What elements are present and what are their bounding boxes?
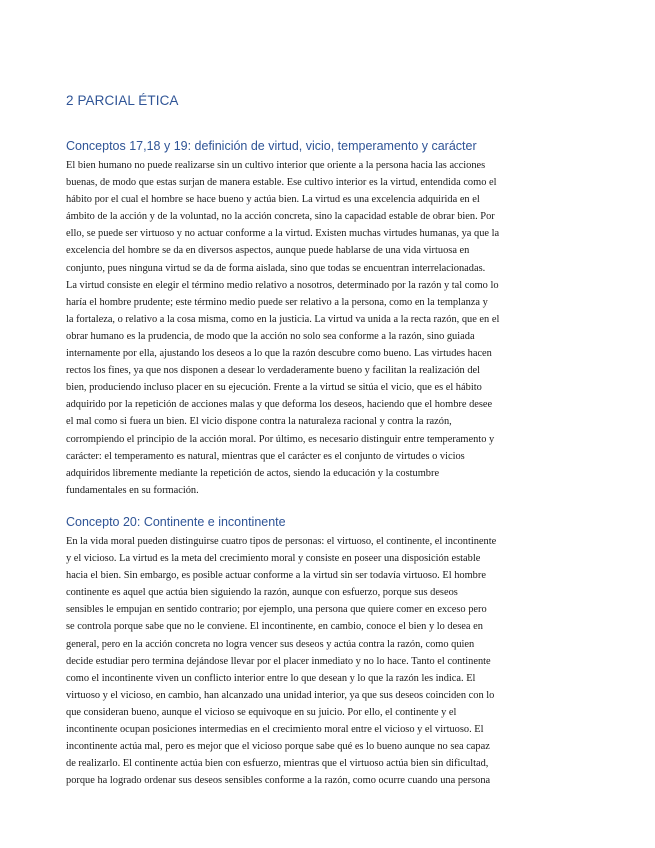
text-line: como el incontinente viven un conflicto interior entre lo que desean y lo que la razón les indica. El [66,672,476,684]
text-line: adquirido por la repetición de acciones malas y que deforma los deseos, haciendo que el hombre desee [66,399,493,411]
section-body [66,157,592,499]
text-line: El bien humano no puede realizarse sin un cultivo interior que oriente a la persona hacia las acciones [66,160,486,171]
section-heading: Concepto 20: Continente e incontinente [66,515,286,529]
text-line: La virtud consiste en elegir el término medio relativo a nosotros, determinado por la razón y tal como lo [66,279,499,291]
text-line: que consideran bueno, aunque el vicioso se equivoque en su juicio. Por ello, el continente y el [66,706,457,718]
text-line: ello, se puede ser virtuoso y no actuar conforme a la virtud. Existen muchas virtudes humanas, ya que la [66,228,500,240]
text-line: conjunto, pues ninguna virtud se da de forma aislada, sino que todas se encuentran interrelacionadas. [66,262,486,274]
text-line: virtuoso y el vicioso, en cambio, han alcanzado una unidad interior, ya que sus deseos coinciden con lo [66,689,495,701]
text-line: haría el hombre prudente; este término medio puede ser relativo a la persona, como en la templanza y [66,296,488,308]
text-line: excelencia del hombre se da en diversos aspectos, aunque puede hablarse de una vida virtuosa en [66,245,470,257]
text-line: hábito por el cual el hombre se hace bueno y actúa bien. La virtud es una excelencia adquirida en el [66,194,480,206]
text-line: rectos los fines, ya que nos disponen a desear lo verdaderamente bueno y facilitan la realización del [66,365,481,377]
text-line: carácter: el temperamento es natural, mientras que el carácter es el conjunto de virtudes o vicios [66,450,465,462]
text-line: En la vida moral pueden distinguirse cuatro tipos de personas: el virtuoso, el continente, el incontinente [66,536,497,547]
text-line: hacia el bien. Sin embargo, es posible actuar conforme a la virtud sin ser todavía virtuoso. El hombre [66,570,486,582]
section-heading: Conceptos 17,18 y 19: definición de virtud, vicio, temperamento y carácter [66,139,477,153]
text-line: el mal como si fuera un bien. El vicio dispone contra la naturaleza racional y contra la razón, [66,416,452,428]
document-title: 2 PARCIAL ÉTICA [66,93,179,108]
text-line: incontinente ocupan posiciones intermedias en el crecimiento moral entre el vicioso y el virtuoso. El [66,724,484,736]
text-line: la fortaleza, o relativo a la cosa misma, como en la justicia. La virtud va unida a la recta razón, que en el [66,313,500,325]
text-line: sensibles le empujan en sentido contrario; por ejemplo, una persona que quiere comer en exceso pero [66,604,487,616]
text-line: bien, produciendo incluso placer en su ejecución. Frente a la virtud se sitúa el vicio, que es el hábito [66,382,482,394]
text-line: porque ha logrado ordenar sus deseos sensibles conforme a la razón, como ocurre cuando una persona [66,775,491,787]
text-line: se controla porque sabe que no le conviene. El incontinente, en cambio, conoce el bien y lo desea en [66,621,483,633]
text-line: fundamentales en su formación. [66,484,199,496]
text-line: adquiridos libremente mediante la repetición de actos, siendo la educación y la costumbre [66,467,440,479]
text-line: buenas, de modo que estas surjan de manera estable. Ese cultivo interior es la virtud, entendida como el [66,177,497,189]
text-line: internamente por ella, ajustando los deseos a lo que la razón descubre como bueno. Las virtudes hacen [66,348,492,360]
section-body [66,533,592,789]
text-line: obrar humano es la prudencia, de modo que la acción no solo sea conforme a la razón, sino guiada [66,330,475,342]
text-line: corrompiendo el principio de la acción moral. Por último, es necesario distinguir entre temperamento y [66,433,495,445]
text-line: de realizarlo. El continente actúa bien con esfuerzo, mientras que el virtuoso actúa bien sin dificultad, [66,758,489,770]
text-line: decide estudiar pero termina dejándose llevar por el placer inmediato y no lo hace. Tanto el continente [66,655,491,667]
text-line: ámbito de la acción y de la voluntad, no la acción concreta, sino la capacidad estable de obrar bien. Por [66,211,495,223]
section-continente-incontinente [66,515,592,789]
text-line: continente es aquel que actúa bien siguiendo la razón, aunque con esfuerzo, porque sus deseos [66,587,458,599]
text-line: general, pero en la acción concreta no logra vencer sus deseos y actúa contra la razón, como quien [66,638,475,650]
section-virtud-vicio [66,139,592,499]
text-line: incontinente actúa mal, pero es mejor que el vicioso porque sabe qué es lo bueno aunque no sea capaz [66,741,490,753]
text-line: y el vicioso. La virtud es la meta del crecimiento moral y consiste en poseer una disposición estable [66,553,481,565]
